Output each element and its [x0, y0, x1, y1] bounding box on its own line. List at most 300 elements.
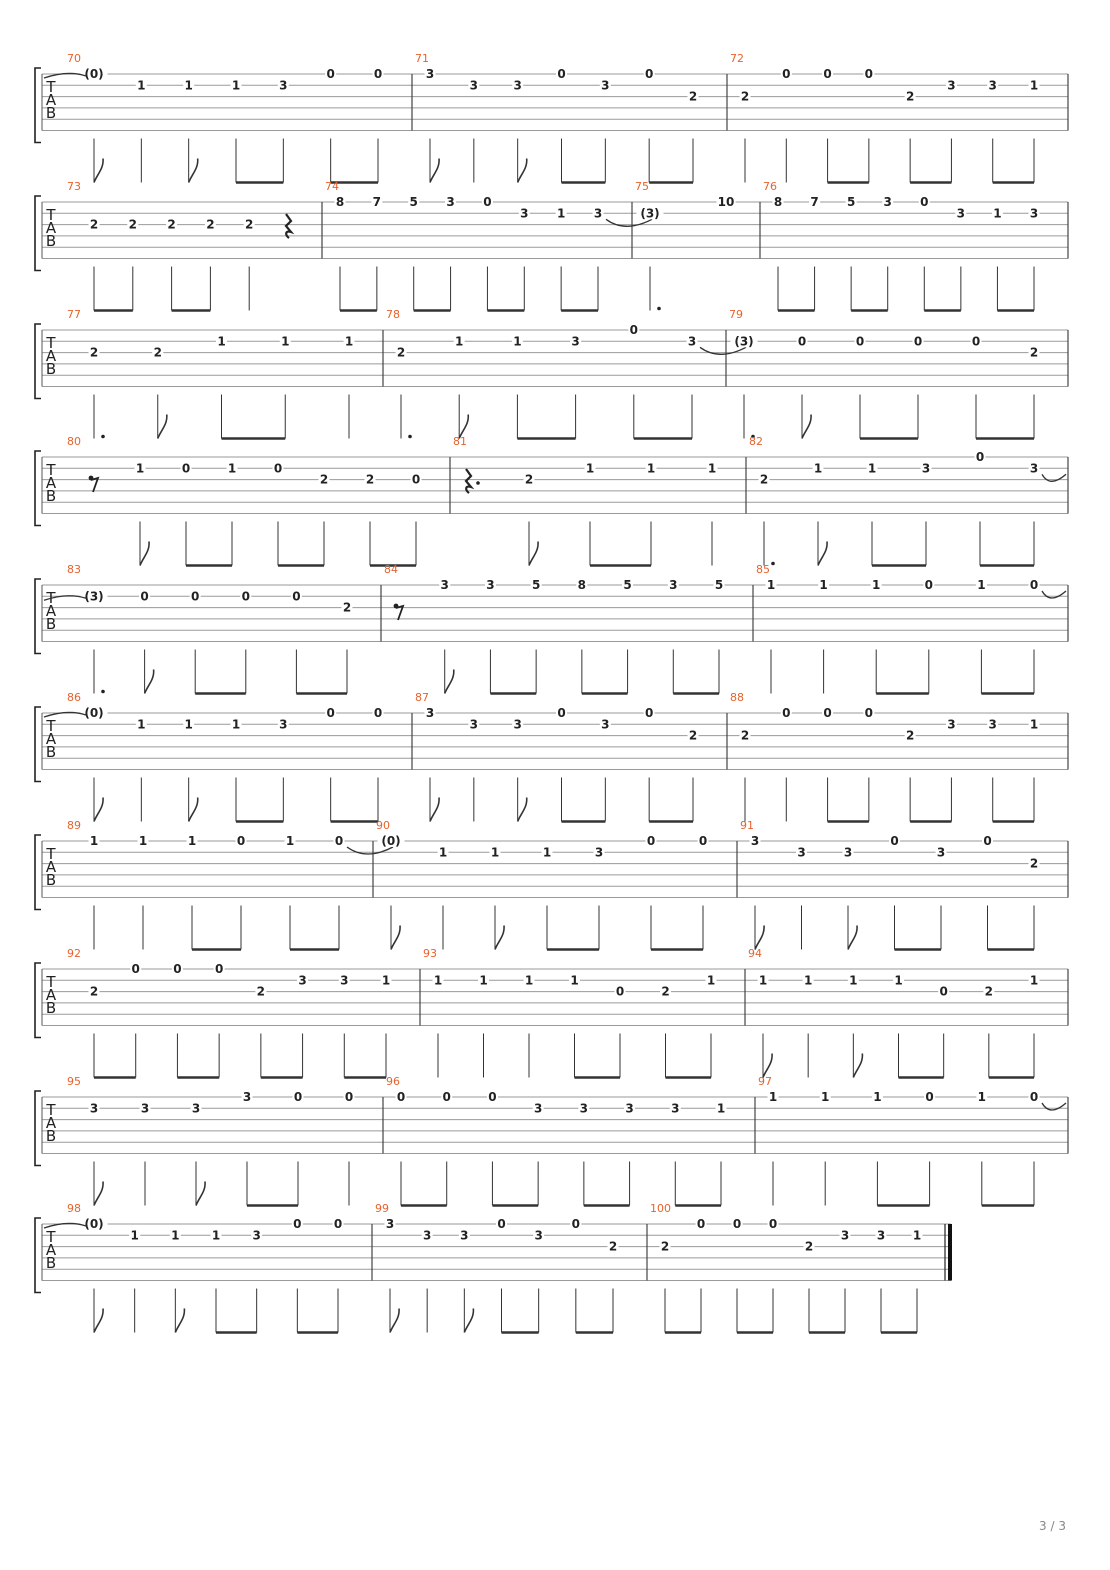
- fret-number: 2: [524, 472, 534, 487]
- fret-number: 3: [883, 195, 892, 209]
- fret-number: 0: [939, 984, 948, 999]
- eighth-flag: [848, 926, 857, 950]
- fret-number: 3: [671, 1101, 680, 1116]
- fret-number: 3: [242, 1090, 252, 1104]
- measure: [453, 435, 718, 566]
- measure: [730, 52, 1040, 183]
- system-bracket: [35, 579, 41, 654]
- fret-number: 1: [570, 973, 579, 988]
- fret-number: 1: [849, 973, 858, 988]
- eighth-flag: [430, 798, 439, 822]
- fret-number: 2: [688, 89, 698, 104]
- system-bracket: [35, 196, 41, 271]
- fret-number: 2: [128, 217, 137, 232]
- measure: [729, 308, 1040, 439]
- fret-number: 2: [740, 89, 750, 104]
- fret-number: 1: [211, 1228, 221, 1243]
- measure-number: 85: [756, 563, 770, 576]
- fret-number: 3: [486, 578, 495, 592]
- eighth-flag: [94, 159, 103, 183]
- tab-clef-letter: T: [46, 973, 56, 991]
- page-indicator: 3 / 3: [1039, 1519, 1066, 1533]
- tab-system: [35, 180, 1068, 311]
- measure: [44, 563, 353, 694]
- fret-number: 1: [977, 578, 986, 592]
- eighth-flag: [391, 926, 400, 950]
- tab-system: [35, 52, 1068, 183]
- fret-number: 10: [717, 195, 735, 209]
- measure: [423, 947, 717, 1078]
- fret-number: 3: [440, 578, 449, 592]
- fret-number: 1: [873, 1090, 882, 1104]
- fret-number: 2: [740, 728, 750, 743]
- fret-number: 1: [455, 334, 464, 349]
- measure-number: 98: [67, 1202, 81, 1215]
- system-bracket: [35, 835, 41, 910]
- eighth-flag: [175, 1309, 184, 1333]
- fret-number: 1: [803, 973, 813, 988]
- measure-number: 94: [748, 947, 762, 960]
- eighth-flag: [140, 542, 149, 566]
- measure: [67, 819, 393, 950]
- eighth-flag: [189, 159, 198, 183]
- tab-clef-letter: B: [45, 232, 57, 250]
- tie-arc: [700, 347, 746, 354]
- measure: [44, 52, 384, 183]
- fret-number: 0: [140, 589, 149, 604]
- measure-number: 99: [375, 1202, 389, 1215]
- fret-number: 0: [1029, 578, 1039, 592]
- fret-number: 3: [593, 206, 603, 221]
- measure-number: 84: [384, 563, 398, 576]
- fret-number: 2: [1029, 856, 1039, 871]
- fret-number: 2: [759, 472, 769, 487]
- fret-number: 3: [601, 717, 610, 732]
- measure-number: 96: [386, 1075, 400, 1088]
- fret-number: 0: [646, 834, 656, 848]
- fret-number: 2: [608, 1239, 618, 1254]
- fret-number: 5: [531, 578, 541, 592]
- fret-number: 3: [1029, 206, 1039, 221]
- system-bracket: [35, 451, 41, 526]
- fret-number: 1: [130, 1228, 139, 1243]
- fret-number: 0: [293, 1090, 303, 1104]
- measure: [67, 180, 291, 311]
- fret-number: 0: [557, 67, 566, 81]
- eighth-flag: [189, 798, 198, 822]
- fret-number: 1: [585, 461, 595, 476]
- tab-system: [35, 563, 1068, 694]
- fret-number: 1: [89, 834, 99, 848]
- fret-number: 3: [956, 206, 966, 221]
- fret-number: 1: [135, 461, 145, 476]
- fret-number: (0): [84, 1217, 104, 1231]
- fret-number: 0: [864, 67, 874, 81]
- fret-number: 2: [660, 1239, 670, 1254]
- eighth-flag: [390, 1309, 399, 1333]
- fret-number: 0: [411, 472, 421, 487]
- tab-system: [35, 691, 1068, 822]
- fret-number: 2: [153, 345, 162, 360]
- tab-system: [35, 435, 1068, 566]
- eighth-flag: [755, 926, 764, 950]
- fret-number: 1: [819, 578, 828, 592]
- tie-arc: [1042, 474, 1066, 481]
- fret-number: 3: [252, 1228, 261, 1243]
- fret-number: 1: [138, 834, 148, 848]
- fret-number: 1: [867, 461, 877, 476]
- tab-clef-letter: A: [45, 1241, 57, 1259]
- measure: [67, 435, 422, 566]
- fret-number: (3): [84, 589, 104, 604]
- tab-system: [35, 1075, 1068, 1206]
- fret-number: 0: [615, 984, 625, 999]
- measure: [635, 180, 736, 311]
- eighth-flag: [818, 542, 827, 566]
- tab-clef-letter: B: [45, 871, 57, 889]
- fret-number: 3: [797, 845, 806, 860]
- measure: [748, 947, 1040, 1078]
- fret-number: 1: [758, 973, 768, 988]
- tab-system: [35, 308, 1068, 439]
- fret-number: 2: [206, 217, 215, 232]
- fret-number: 1: [813, 461, 823, 476]
- fret-number: 1: [187, 834, 197, 848]
- fret-number: 2: [245, 217, 254, 232]
- measure: [749, 435, 1066, 566]
- eighth-flag: [158, 415, 167, 439]
- measure: [67, 1075, 355, 1206]
- fret-number: 2: [984, 984, 994, 999]
- fret-number: 0: [333, 1217, 343, 1231]
- fret-number: 1: [171, 1228, 180, 1243]
- fret-number: 0: [925, 1090, 934, 1104]
- fret-number: 0: [488, 1090, 497, 1104]
- tab-clef-letter: A: [45, 347, 57, 365]
- fret-number: 0: [334, 834, 344, 848]
- measure-number: 73: [67, 180, 81, 193]
- fret-number: 0: [975, 450, 985, 464]
- fret-number: 0: [326, 706, 335, 720]
- fret-number: 2: [365, 472, 375, 487]
- tab-clef-letter: T: [46, 461, 56, 479]
- fret-number: 2: [342, 600, 352, 615]
- measure: [756, 563, 1066, 694]
- quarter-rest: [286, 214, 291, 238]
- fret-number: 3: [669, 578, 678, 592]
- fret-number: 0: [696, 1217, 706, 1231]
- tab-clef-letter: B: [45, 999, 57, 1017]
- tab-clef-letter: A: [45, 730, 57, 748]
- fret-number: 0: [698, 834, 708, 848]
- eighth-flag: [853, 1054, 862, 1078]
- fret-number: 0: [131, 962, 140, 976]
- measure-number: 75: [635, 180, 649, 193]
- fret-number: 2: [319, 472, 329, 487]
- fret-number: 3: [601, 78, 610, 93]
- eighth-flag: [94, 1182, 103, 1206]
- fret-number: 1: [285, 834, 295, 848]
- fret-number: 1: [768, 1090, 778, 1104]
- fret-number: 0: [971, 334, 981, 349]
- fret-number: 1: [766, 578, 776, 592]
- fret-number: 1: [227, 461, 237, 476]
- measure-number: 92: [67, 947, 81, 960]
- fret-number: 3: [750, 834, 760, 848]
- fret-number: 0: [373, 706, 383, 720]
- fret-number: 3: [140, 1101, 150, 1116]
- fret-number: 3: [843, 845, 853, 860]
- fret-number: 5: [409, 195, 418, 209]
- fret-number: 2: [661, 984, 670, 999]
- duration-dot: [101, 690, 105, 694]
- fret-number: 3: [687, 334, 697, 349]
- fret-number: 0: [214, 962, 224, 976]
- fret-number: 8: [335, 195, 345, 209]
- fret-number: 0: [924, 578, 933, 592]
- system-bracket: [35, 1218, 41, 1293]
- fret-number: (0): [84, 706, 104, 720]
- fret-number: 0: [644, 67, 654, 81]
- tab-clef-letter: B: [45, 743, 57, 761]
- measure: [386, 1075, 727, 1206]
- tab-clef-letter: B: [45, 487, 57, 505]
- fret-number: 3: [191, 1101, 201, 1116]
- fret-number: 0: [273, 461, 283, 476]
- fret-number: 0: [442, 1090, 451, 1104]
- fret-number: 1: [184, 717, 193, 732]
- fret-number: 0: [173, 962, 182, 976]
- fret-number: 3: [340, 973, 349, 988]
- fret-number: 8: [773, 195, 783, 209]
- fret-number: 1: [1029, 717, 1039, 732]
- tie-arc: [1042, 1103, 1066, 1110]
- fret-number: 0: [890, 834, 899, 848]
- eighth-flag: [518, 159, 527, 183]
- fret-number: 1: [706, 973, 716, 988]
- measure-number: 80: [67, 435, 81, 448]
- fret-number: 0: [557, 706, 566, 720]
- measure: [740, 819, 1040, 950]
- fret-number: 1: [524, 973, 534, 988]
- fret-number: 5: [623, 578, 632, 592]
- eighth-flag: [445, 670, 454, 694]
- system-bracket: [35, 324, 41, 399]
- measure: [325, 180, 652, 311]
- tab-clef-letter: T: [46, 78, 56, 96]
- eighth-flag: [802, 415, 811, 439]
- system-bracket: [35, 707, 41, 782]
- eighth-flag: [430, 159, 439, 183]
- fret-number: 2: [905, 89, 915, 104]
- eighth-flag: [529, 542, 538, 566]
- system-bracket: [35, 1091, 41, 1166]
- measure-number: 82: [749, 435, 763, 448]
- eighth-flag: [518, 798, 527, 822]
- measure: [44, 1202, 344, 1333]
- fret-number: 3: [425, 67, 435, 81]
- fret-number: 0: [326, 67, 335, 81]
- tab-system: [35, 947, 1068, 1078]
- fret-number: (3): [640, 206, 660, 221]
- fret-number: 1: [231, 78, 241, 93]
- tab-clef-letter: B: [45, 104, 57, 122]
- fret-number: 3: [936, 845, 946, 860]
- fret-number: 8: [577, 578, 587, 592]
- system-bracket: [35, 963, 41, 1038]
- fret-number: 3: [422, 1228, 432, 1243]
- fret-number: 0: [483, 195, 492, 209]
- measure-number: 70: [67, 52, 81, 65]
- fret-number: 0: [292, 589, 301, 604]
- fret-number: 5: [846, 195, 856, 209]
- fret-number: 1: [977, 1090, 986, 1104]
- measure: [67, 308, 355, 439]
- system-bracket: [35, 68, 41, 143]
- measure: [650, 1202, 923, 1333]
- eighth-flag: [196, 1182, 205, 1206]
- tab-clef-letter: A: [45, 858, 57, 876]
- fret-number: 3: [520, 206, 529, 221]
- measure: [730, 691, 1040, 822]
- fret-number: 0: [629, 323, 638, 337]
- fret-number: 1: [646, 461, 656, 476]
- fret-number: 3: [594, 845, 604, 860]
- fret-number: 2: [89, 984, 99, 999]
- tab-clef-letter: A: [45, 474, 57, 492]
- fret-number: 1: [513, 334, 522, 349]
- measure-number: 77: [67, 308, 81, 321]
- fret-number: 3: [533, 1101, 543, 1116]
- fret-number: 3: [988, 78, 997, 93]
- fret-number: 1: [231, 717, 241, 732]
- fret-number: 1: [490, 845, 500, 860]
- fret-number: 1: [821, 1090, 830, 1104]
- fret-number: 0: [768, 1217, 778, 1231]
- fret-number: 1: [281, 334, 290, 349]
- fret-number: 3: [876, 1228, 886, 1243]
- fret-number: 0: [191, 589, 200, 604]
- fret-number: 3: [513, 78, 522, 93]
- fret-number: 2: [89, 345, 99, 360]
- fret-number: 2: [167, 217, 176, 232]
- fret-number: 3: [279, 78, 288, 93]
- tab-clef-letter: T: [46, 717, 56, 735]
- measure: [758, 1075, 1066, 1206]
- fret-number: 1: [707, 461, 717, 476]
- fret-number: 0: [1029, 1090, 1039, 1104]
- fret-number: 1: [1029, 78, 1039, 93]
- tab-clef-letter: T: [46, 206, 56, 224]
- duration-dot: [101, 435, 105, 439]
- fret-number: 1: [542, 845, 552, 860]
- fret-number: 3: [921, 461, 931, 476]
- fret-number: 1: [438, 845, 448, 860]
- fret-number: 3: [460, 1228, 469, 1243]
- tie-arc: [347, 847, 393, 854]
- measure-number: 76: [763, 180, 777, 193]
- tab-clef-letter: B: [45, 360, 57, 378]
- fret-number: 0: [241, 589, 250, 604]
- fret-number: 3: [625, 1101, 634, 1116]
- fret-number: 1: [344, 334, 354, 349]
- fret-number: 1: [556, 206, 566, 221]
- fret-number: 0: [797, 334, 807, 349]
- tab-clef-letter: B: [45, 615, 57, 633]
- fret-number: 1: [433, 973, 443, 988]
- measure-number: 95: [67, 1075, 81, 1088]
- measure: [763, 180, 1040, 311]
- tab-clef-letter: T: [46, 334, 56, 352]
- tab-clef-letter: B: [45, 1127, 57, 1145]
- fret-number: 3: [446, 195, 455, 209]
- measure-number: 74: [325, 180, 339, 193]
- tab-clef-letter: T: [46, 1101, 56, 1119]
- tab-clef-letter: A: [45, 91, 57, 109]
- fret-number: 3: [947, 717, 956, 732]
- fret-number: 2: [905, 728, 915, 743]
- fret-number: (0): [381, 834, 401, 848]
- tab-system: [35, 1202, 951, 1333]
- duration-dot: [476, 481, 480, 485]
- fret-number: 0: [344, 1090, 354, 1104]
- measure-number: 97: [758, 1075, 772, 1088]
- fret-number: 5: [714, 578, 724, 592]
- fret-number: 3: [947, 78, 956, 93]
- fret-number: 0: [293, 1217, 302, 1231]
- fret-number: 0: [396, 1090, 406, 1104]
- measure-number: 89: [67, 819, 81, 832]
- fret-number: 2: [804, 1239, 814, 1254]
- eighth-flag: [763, 1054, 772, 1078]
- tab-clef-letter: T: [46, 1228, 56, 1246]
- measure-number: 91: [740, 819, 754, 832]
- fret-number: 3: [988, 717, 997, 732]
- measure-number: 88: [730, 691, 744, 704]
- fret-number: 0: [920, 195, 929, 209]
- measure: [386, 308, 746, 439]
- fret-number: 0: [644, 706, 654, 720]
- measure: [375, 1202, 619, 1333]
- measure: [384, 563, 725, 694]
- tab-clef-letter: A: [45, 1114, 57, 1132]
- fret-number: 7: [810, 195, 819, 209]
- measure-number: 72: [730, 52, 744, 65]
- fret-number: 1: [872, 578, 881, 592]
- tab-clef-letter: A: [45, 602, 57, 620]
- fret-number: 1: [894, 973, 903, 988]
- tab-clef-letter: T: [46, 589, 56, 607]
- fret-number: 0: [855, 334, 865, 349]
- measure: [67, 947, 392, 1078]
- fret-number: 1: [716, 1101, 726, 1116]
- measure: [44, 691, 384, 822]
- fret-number: 1: [217, 334, 226, 349]
- measure: [415, 52, 699, 183]
- fret-number: 0: [823, 67, 832, 81]
- fret-number: 0: [913, 334, 923, 349]
- tie-arc: [1042, 591, 1066, 598]
- fret-number: 3: [1029, 461, 1039, 476]
- fret-number: 0: [782, 706, 791, 720]
- fret-number: 3: [469, 717, 479, 732]
- fret-number: 7: [372, 195, 382, 209]
- eighth-flag: [94, 1309, 103, 1333]
- tab-clef-letter: A: [45, 219, 57, 237]
- measure-number: 78: [386, 308, 400, 321]
- tie-arc: [606, 219, 652, 226]
- fret-number: 0: [571, 1217, 581, 1231]
